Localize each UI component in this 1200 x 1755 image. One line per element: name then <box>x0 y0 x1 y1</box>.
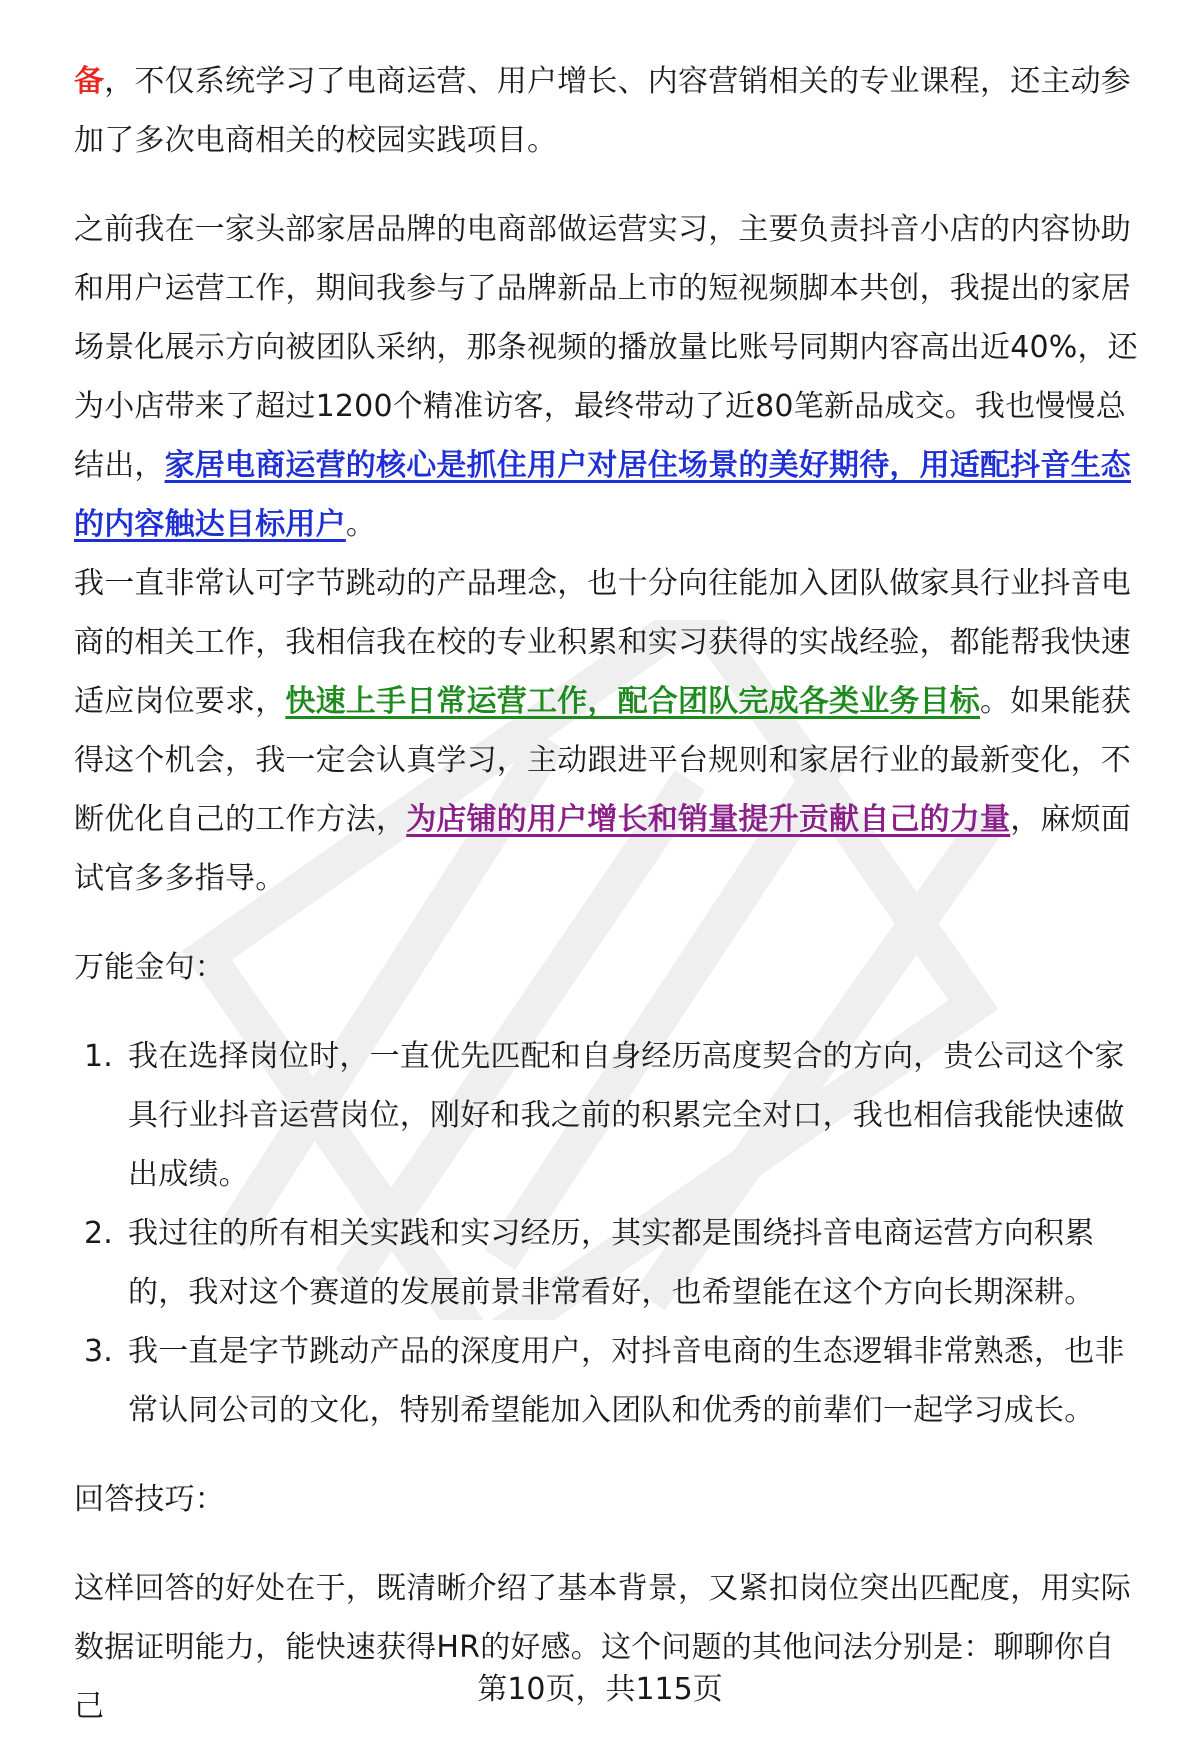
paragraph-text-mid: 。如果能获得这个机会，我一定会认真学习，主动跟进平台规则和家居行业的最新变化，不断优化自己的工作方法， <box>74 684 1132 837</box>
paragraph-text: ，不仅系统学习了电商运营、用户增长、内容营销相关的专业课程，还主动参加了多次电商相关的校园实践项目。 <box>74 64 1132 158</box>
section-title-golden: 万能金句： <box>74 950 225 985</box>
paragraph-text: 我一直非常认可字节跳动的产品理念，也十分向往能加入团队做家具行业抖音电商的相关工作，我相信我在校的专业积累和实习获得的实战经验，都能帮我快速适应岗位要求， <box>74 566 1131 719</box>
list-number: 3. <box>84 1334 114 1369</box>
highlight-red: 备 <box>74 64 105 99</box>
paragraph-text-tail: 。 <box>345 507 377 542</box>
golden-list <box>74 1027 1144 1440</box>
paragraph-text: 之前我在一家头部家居品牌的电商部做运营实习，主要负责抖音小店的内容协助和用户运营工作，期间我参与了品牌新品上市的短视频脚本共创，我提出的家居场景化展示方向被团队采纳，那条视频的播放量比账号同期内容高出近40%，还为小店带来了超过1200个精准访客，最终带动了近80笔新品成交。我也慢慢总结出， <box>74 212 1138 483</box>
page-number-footer: 第10页，共115页 <box>477 1672 723 1707</box>
list-item <box>74 1204 1144 1322</box>
paragraph-text-after: ，麻烦面试官多多指导。 <box>74 802 1132 896</box>
list-item-text: 我在选择岗位时，一直优先匹配和自身经历高度契合的方向，贵公司这个家具行业抖音运营岗位，刚好和我之前的积累完全对口，我也相信我能快速做出成绩。 <box>128 1039 1125 1192</box>
list-item <box>74 1322 1144 1440</box>
paragraph-tips: 这样回答的好处在于，既清晰介绍了基本背景，又紧扣岗位突出匹配度，用实际数据证明能力，能快速获得HR的好感。这个问题的其他问法分别是：聊聊你自己 <box>74 1571 1131 1724</box>
section-title-tips: 回答技巧： <box>74 1482 225 1517</box>
paragraph-motivation <box>74 554 1144 908</box>
highlight-green: 快速上手日常运营工作，配合团队完成各类业务目标 <box>285 684 981 719</box>
paragraph-internship <box>74 200 1144 554</box>
list-item-text: 我过往的所有相关实践和实习经历，其实都是围绕抖音电商运营方向积累的，我对这个赛道的发展前景非常看好，也希望能在这个方向长期深耕。 <box>128 1216 1095 1310</box>
list-number: 1. <box>84 1039 114 1074</box>
list-item <box>74 1027 1144 1204</box>
highlight-purple: 为店铺的用户增长和销量提升贡献自己的力量 <box>406 802 1011 837</box>
list-item-text: 我一直是字节跳动产品的深度用户，对抖音电商的生态逻辑非常熟悉，也非常认同公司的文化，特别希望能加入团队和优秀的前辈们一起学习成长。 <box>128 1334 1125 1428</box>
paragraph-background <box>74 52 1144 170</box>
document-body <box>74 52 1144 1736</box>
highlight-blue: 家居电商运营的核心是抓住用户对居住场景的美好期待，用适配抖音生态的内容触达目标用户 <box>74 448 1132 542</box>
list-number: 2. <box>84 1216 114 1251</box>
